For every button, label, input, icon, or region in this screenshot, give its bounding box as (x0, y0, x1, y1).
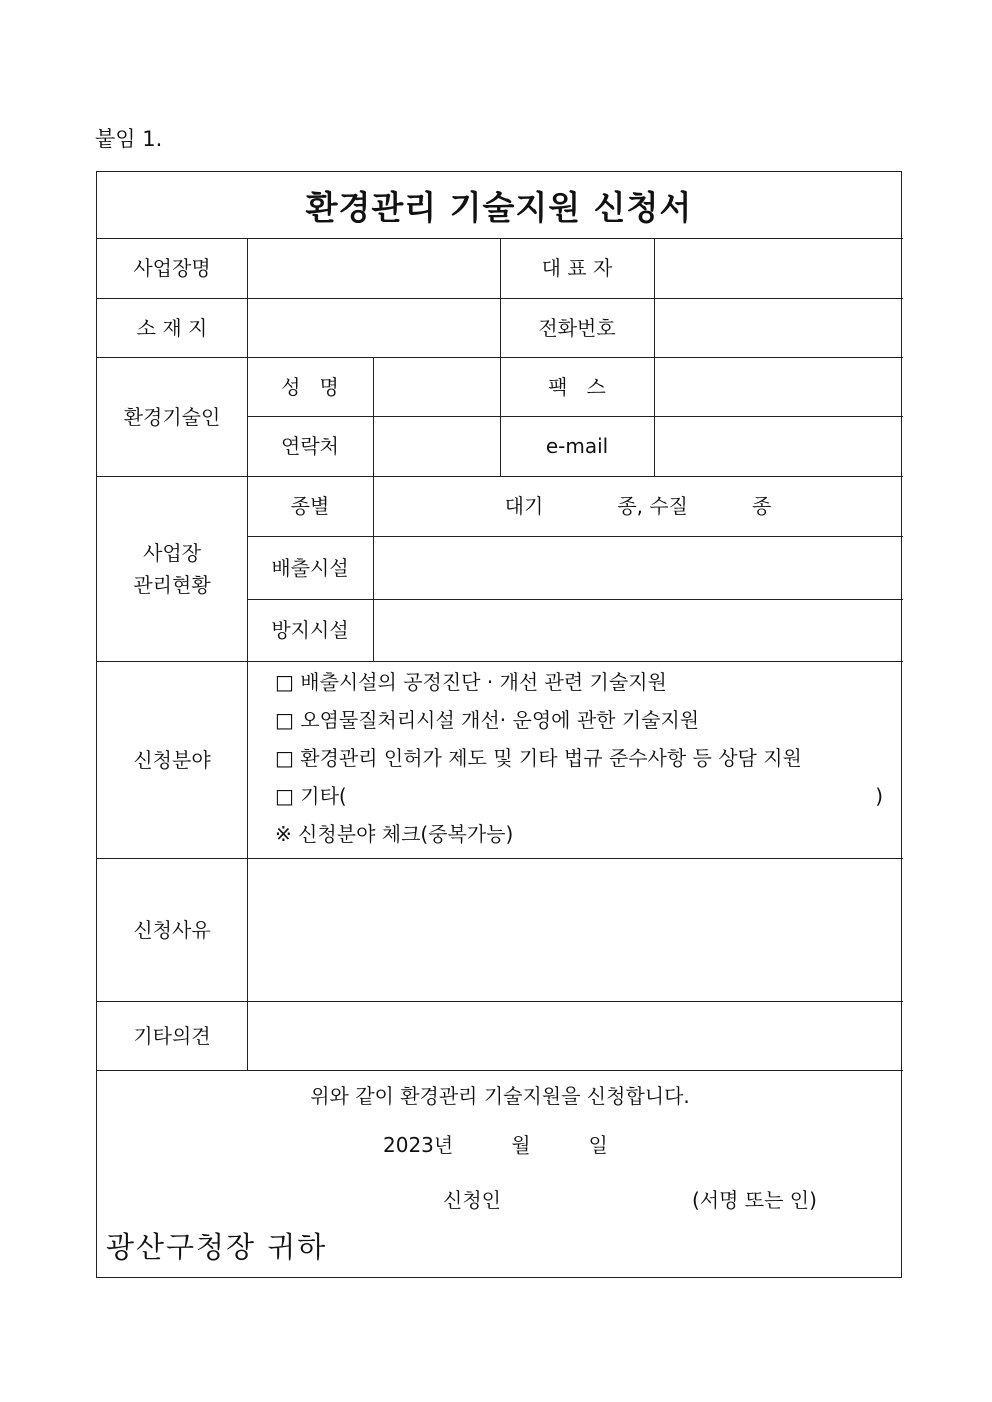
type-value[interactable] (373, 476, 903, 536)
label-site-status: 사업장 관리현황 (133, 540, 211, 597)
label-email: e-mail (545, 434, 609, 458)
addressee: 광산구청장 귀하 (106, 1230, 328, 1264)
label-representative: 대 표 자 (541, 256, 613, 280)
option-other-label: □ 기타( (275, 784, 347, 808)
option-other[interactable] (275, 777, 883, 815)
contact-field[interactable] (373, 416, 500, 476)
type-jong-water: 종, 수질 (617, 494, 688, 518)
attachment-label: 붙임 1. (95, 127, 163, 151)
option-other-close: ) (875, 784, 883, 808)
application-reason-field[interactable] (247, 858, 903, 1001)
application-field-options (275, 663, 883, 853)
phone-field[interactable] (654, 298, 903, 357)
label-name: 성 명 (281, 374, 339, 399)
form-title: 환경관리 기술지원 신청서 (305, 187, 693, 227)
application-note: ※ 신청분야 체크(중복가능) (275, 822, 514, 846)
prevention-facility-field[interactable] (373, 599, 903, 661)
location-field[interactable] (247, 298, 500, 357)
option-permit-consulting[interactable]: □ 환경관리 인허가 제도 및 기타 법규 준수사항 등 상담 지원 (275, 746, 802, 770)
date-month: 월 (511, 1133, 531, 1157)
other-opinion-field[interactable] (247, 1001, 903, 1070)
business-name-field[interactable] (247, 238, 500, 298)
date-year: 2023년 (383, 1133, 454, 1157)
declaration: 위와 같이 환경관리 기술지원을 신청합니다. (310, 1084, 690, 1108)
label-business-name: 사업장명 (133, 256, 211, 280)
label-env-engineer: 환경기술인 (123, 404, 221, 429)
applicant-label: 신청인 (443, 1188, 501, 1212)
fax-field[interactable] (654, 357, 903, 416)
date-day: 일 (588, 1133, 608, 1157)
signature-label[interactable]: (서명 또는 인) (692, 1188, 817, 1212)
name-field[interactable] (373, 357, 500, 416)
email-field[interactable] (654, 416, 903, 476)
application-form (96, 171, 902, 1278)
type-air: 대기 (504, 494, 544, 518)
label-other-opinion: 기타의견 (133, 1023, 211, 1048)
type-jong: 종 (752, 494, 772, 518)
label-emission-facility: 배출시설 (271, 555, 349, 580)
option-process-diagnosis[interactable]: □ 배출시설의 공정진단 · 개선 관련 기술지원 (275, 670, 667, 694)
label-fax: 팩 스 (548, 374, 606, 399)
label-contact: 연락처 (281, 434, 339, 458)
date-line (383, 1129, 608, 1158)
label-application-field: 신청분야 (133, 747, 211, 772)
option-treatment-improvement[interactable]: □ 오염물질처리시설 개선· 운영에 관한 기술지원 (275, 708, 700, 732)
label-type: 종별 (290, 494, 330, 518)
label-location: 소 재 지 (136, 315, 208, 340)
emission-facility-field[interactable] (373, 536, 903, 599)
label-application-reason: 신청사유 (133, 917, 211, 942)
representative-field[interactable] (654, 238, 903, 298)
label-prevention-facility: 방지시설 (271, 618, 349, 642)
label-phone: 전화번호 (538, 315, 616, 340)
